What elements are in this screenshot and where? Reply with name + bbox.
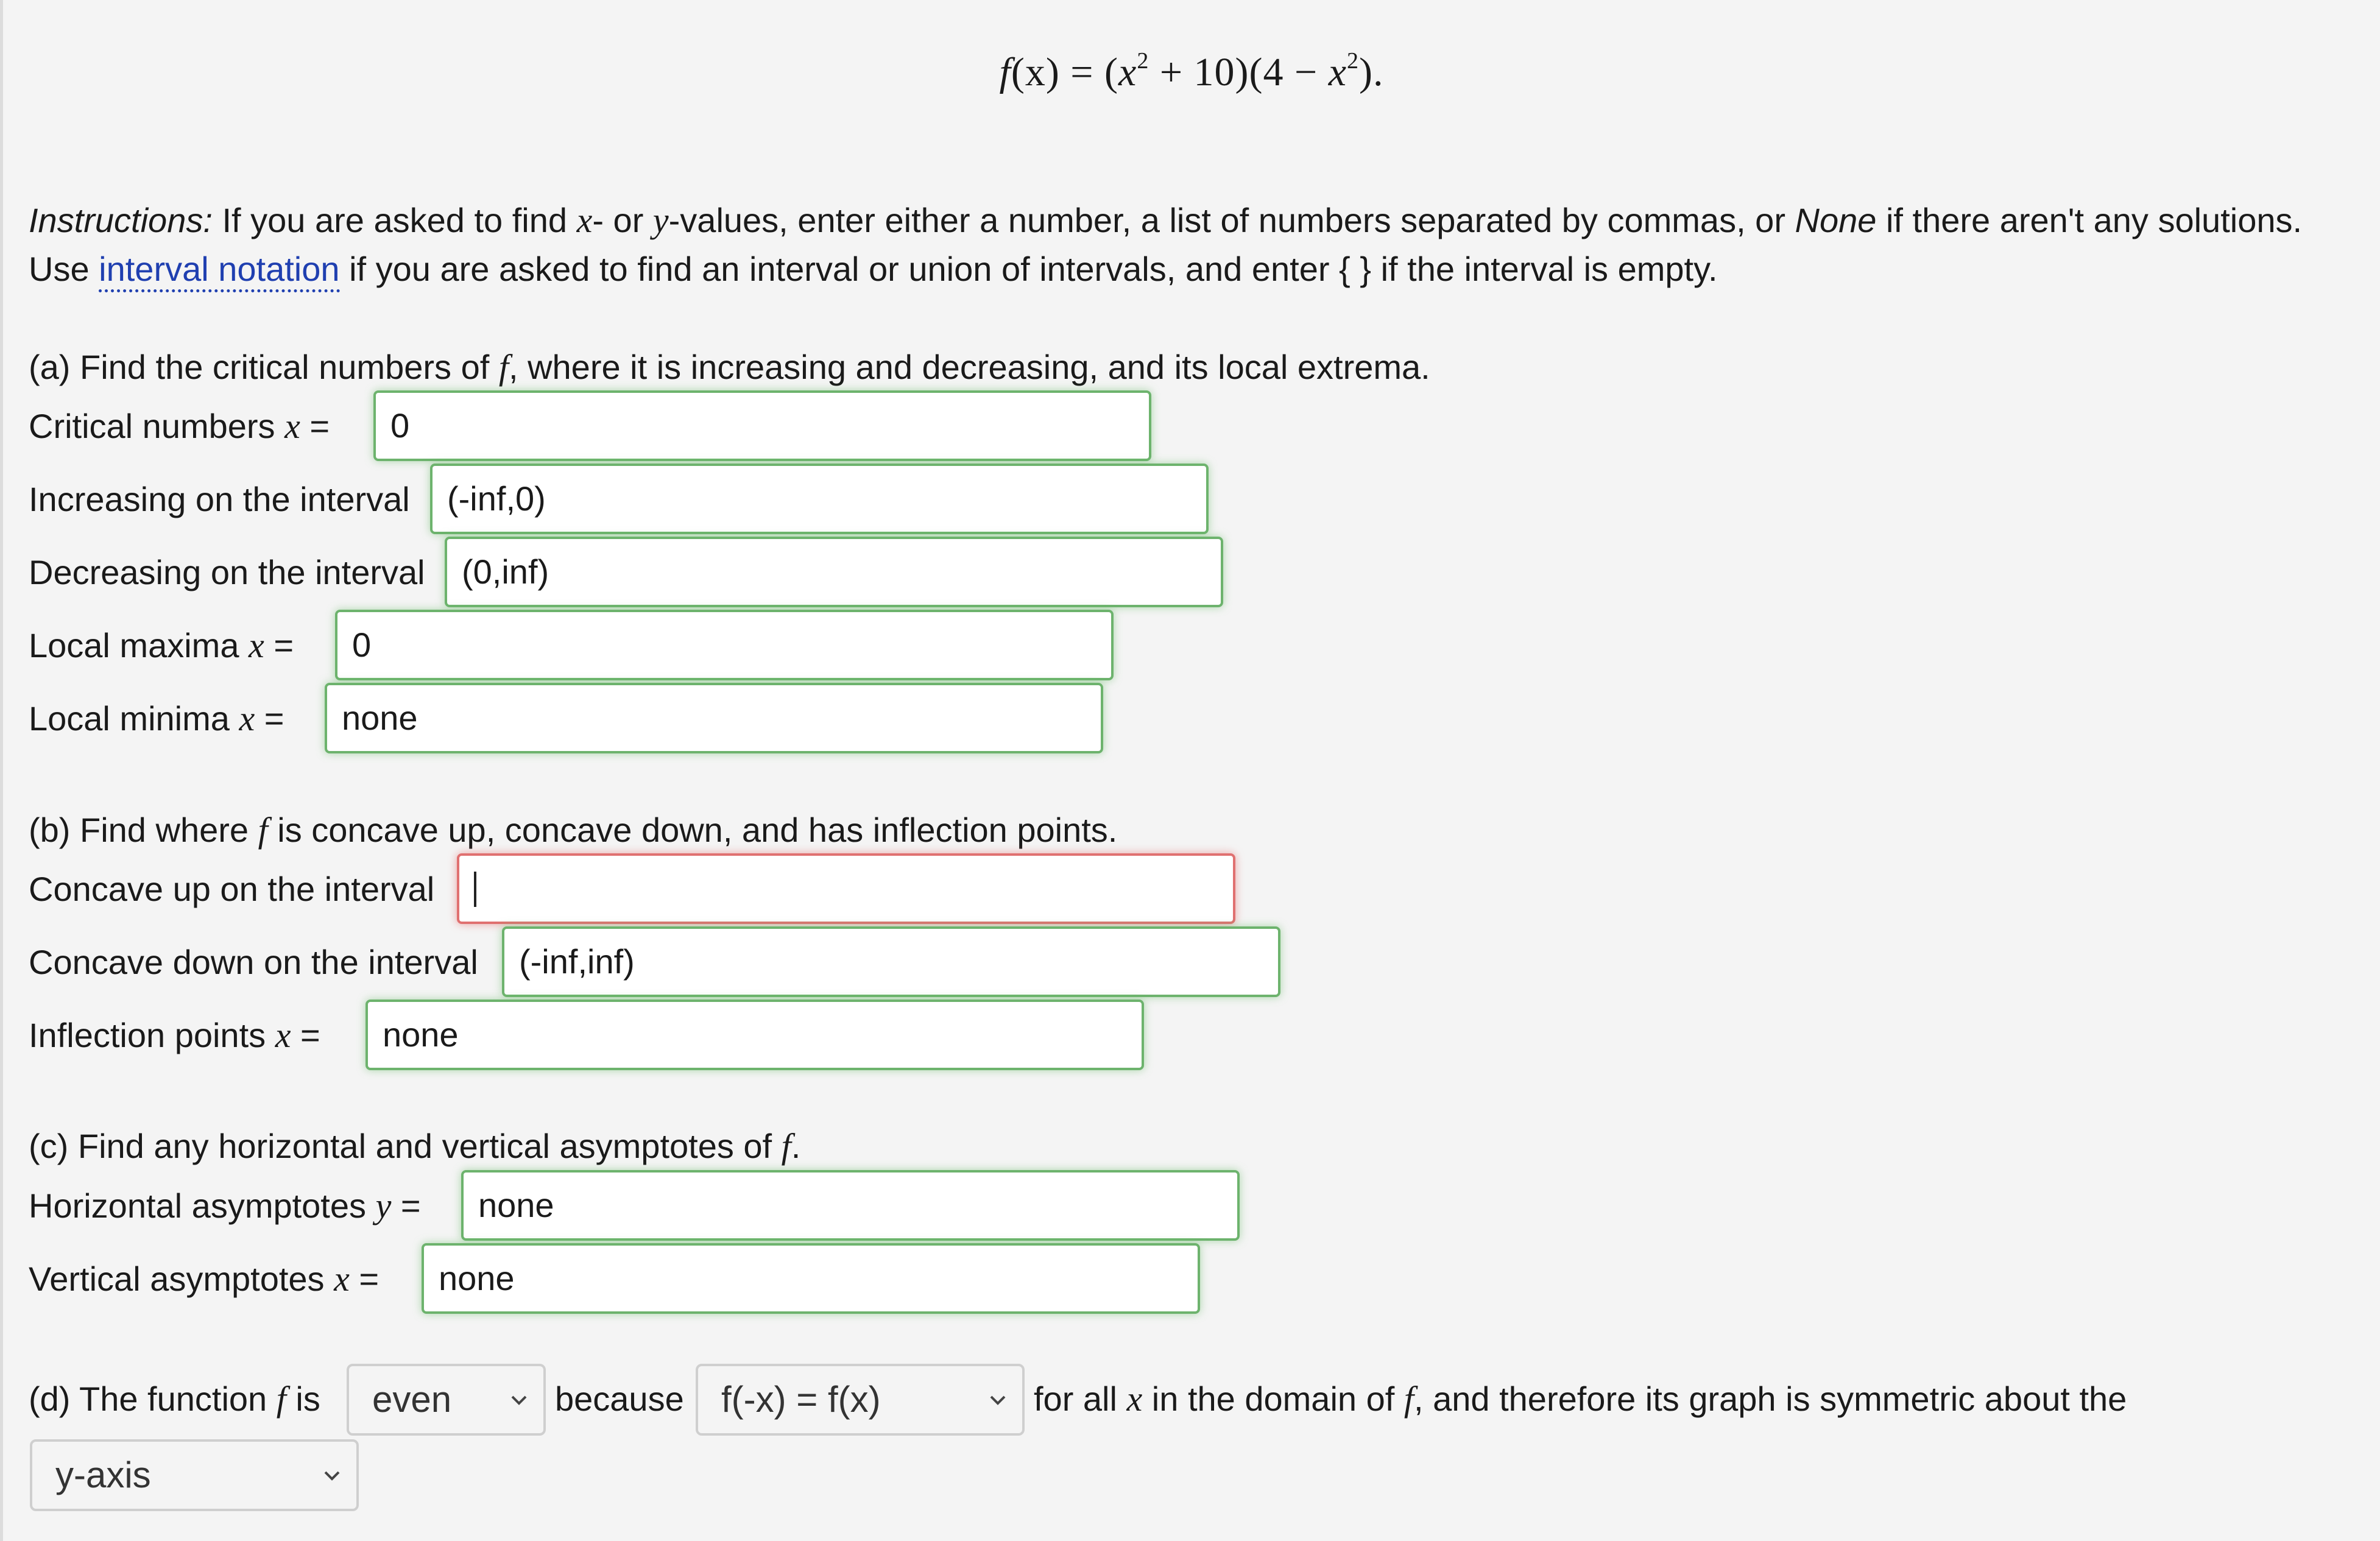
vertical-asymptotes-label [29, 1258, 379, 1300]
formula-mid: + 10)(4 − [1149, 50, 1329, 94]
because-text: because [555, 1380, 684, 1418]
function-formula [3, 48, 2380, 96]
instructions-text: If you are asked to find [212, 201, 577, 239]
label-text: Local minima [29, 699, 239, 738]
vertical-asymptotes-input[interactable]: none [422, 1243, 1200, 1314]
equals-sign: = [255, 699, 284, 738]
formula-exp1: 2 [1137, 48, 1149, 74]
horizontal-asymptotes-label [29, 1185, 421, 1227]
concave-up-input[interactable] [457, 853, 1235, 924]
horizontal-asymptotes-row [29, 1170, 1253, 1243]
instructions-text: if there aren't any solutions. [1876, 201, 2303, 239]
part-d-text-1 [29, 1375, 320, 1423]
concave-down-label: Concave down on the interval [29, 943, 478, 981]
var-f: f [258, 810, 268, 850]
instructions-text: Use [29, 250, 99, 288]
formula-end: ). [1359, 50, 1384, 94]
var-f: f [1404, 1379, 1414, 1419]
heading-text: is concave up, concave down, and has inflection points. [267, 811, 1118, 849]
concave-down-row [29, 926, 1290, 1000]
equals-sign: = [349, 1260, 380, 1298]
part-d-text-2 [1034, 1375, 2127, 1423]
sentence-text: is [286, 1380, 320, 1418]
heading-text: (a) Find the critical numbers of [29, 348, 499, 386]
horizontal-asymptotes-input[interactable]: none [461, 1170, 1240, 1241]
instructions-text: -values, enter either a number, a list of numbers separated by commas, or [668, 201, 1795, 239]
local-minima-input[interactable]: none [325, 683, 1103, 753]
vertical-asymptotes-row [29, 1243, 1216, 1316]
increasing-interval-input[interactable]: (-inf,0) [430, 464, 1209, 534]
heading-text: . [791, 1127, 801, 1165]
var-x: x [284, 406, 300, 446]
decreasing-row [29, 537, 1229, 610]
sentence-text: in the domain of [1142, 1380, 1404, 1418]
formula-f: f [999, 50, 1011, 94]
var-x: x [249, 626, 264, 665]
interval-notation-link[interactable]: interval notation [99, 250, 339, 292]
reason-select-value: f(-x) = f(x) [721, 1379, 881, 1420]
label-text: Horizontal asymptotes [29, 1187, 376, 1225]
chevron-down-icon [321, 1442, 343, 1509]
heading-text: , where it is increasing and decreasing, and its local extrema. [508, 348, 1430, 386]
local-minima-label [29, 697, 284, 740]
critical-numbers-input[interactable]: 0 [373, 390, 1151, 461]
text-cursor [474, 872, 476, 907]
var-f: f [498, 347, 509, 387]
label-text: Critical numbers [29, 407, 285, 445]
var-x: x [1126, 1379, 1143, 1419]
var-y: y [375, 1186, 392, 1225]
var-f: f [781, 1126, 791, 1166]
critical-numbers-row [29, 390, 1156, 464]
local-minima-row [29, 683, 1113, 756]
formula-exp2: 2 [1347, 48, 1360, 74]
parity-select-value: even [372, 1379, 452, 1420]
inflection-points-row [29, 1000, 1156, 1073]
var-x: x [576, 200, 593, 240]
formula-x2: x [1328, 50, 1347, 94]
part-c-heading [29, 1122, 800, 1171]
concave-up-label: Concave up on the interval [29, 870, 435, 908]
formula-arg: (x) = ( [1011, 50, 1119, 94]
sentence-text: (d) The function [29, 1380, 277, 1418]
instructions-text: - or [592, 201, 653, 239]
reason-select[interactable] [696, 1364, 1025, 1436]
label-text: Inflection points [29, 1016, 275, 1054]
local-maxima-label [29, 624, 294, 667]
label-text: Vertical asymptotes [29, 1260, 334, 1298]
concave-up-row [29, 853, 1247, 926]
sentence-text: for all [1034, 1380, 1127, 1418]
heading-text: (b) Find where [29, 811, 258, 849]
concave-down-input[interactable]: (-inf,inf) [502, 926, 1280, 997]
instructions-text: if you are asked to find an interval or union of intervals, and enter { } if the interval is empty. [339, 250, 1718, 288]
instructions-label: Instructions: [29, 201, 213, 239]
decreasing-label: Decreasing on the interval [29, 553, 425, 591]
axis-select-value: y-axis [55, 1455, 151, 1495]
formula-x1: x [1118, 50, 1137, 94]
chevron-down-icon [987, 1366, 1009, 1433]
part-b-heading [29, 806, 1117, 855]
decreasing-interval-input[interactable]: (0,inf) [445, 537, 1223, 607]
part-a-heading [29, 343, 1430, 392]
chevron-down-icon [508, 1366, 530, 1433]
axis-select[interactable] [30, 1439, 359, 1511]
var-y: y [652, 200, 669, 240]
critical-numbers-label [29, 405, 330, 448]
parity-select[interactable] [347, 1364, 546, 1436]
sentence-text: , and therefore its graph is symmetric about the [1413, 1380, 2127, 1418]
var-x: x [334, 1259, 350, 1299]
increasing-label: Increasing on the interval [29, 480, 410, 518]
instructions-line-1 [29, 196, 2302, 245]
local-maxima-row [29, 610, 1125, 683]
equals-sign: = [291, 1016, 320, 1054]
local-maxima-input[interactable]: 0 [335, 610, 1114, 680]
equals-sign: = [300, 407, 330, 445]
var-x: x [275, 1015, 291, 1055]
increasing-row [29, 464, 1216, 537]
var-f: f [276, 1379, 286, 1419]
heading-text: (c) Find any horizontal and vertical asymptotes of [29, 1127, 782, 1165]
label-text: Local maxima [29, 626, 249, 665]
inflection-points-label [29, 1014, 320, 1057]
var-x: x [239, 699, 255, 738]
equals-sign: = [264, 626, 294, 665]
equals-sign: = [391, 1187, 421, 1225]
instructions-line-2 [29, 245, 1718, 294]
inflection-points-input[interactable]: none [365, 1000, 1144, 1070]
none-word: None [1795, 201, 1877, 239]
